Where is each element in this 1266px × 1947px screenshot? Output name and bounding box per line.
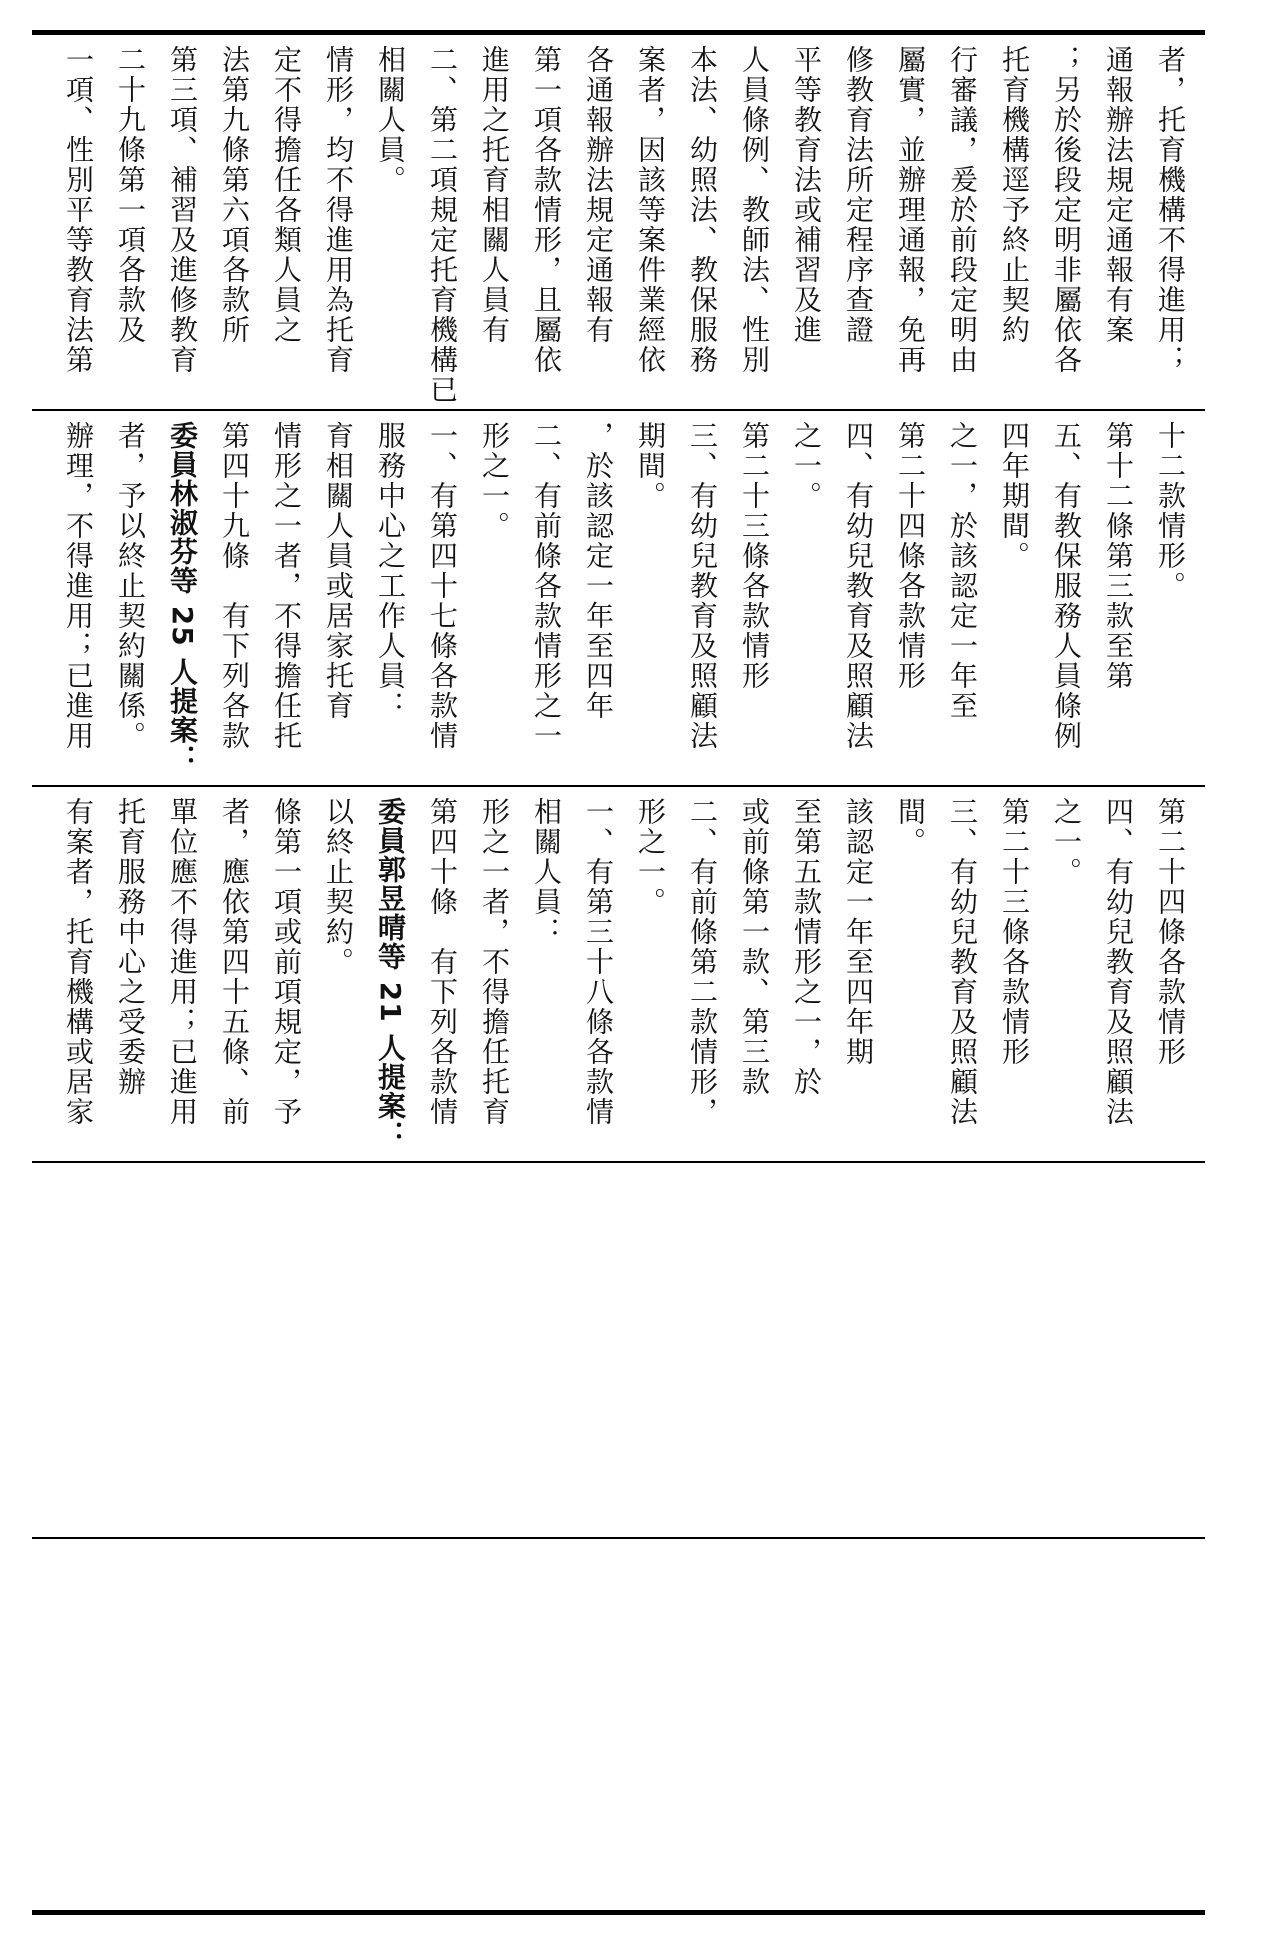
section-2 <box>32 411 1205 786</box>
text-column: 第二十四條各款情形 <box>1154 797 1187 1067</box>
text-column: 間。 <box>894 797 927 857</box>
text-column: 第四十九條 有下列各款 <box>218 421 251 751</box>
text-column: 三、有幼兒教育及照顧法 <box>946 797 979 1127</box>
text-column: 形之一。 <box>634 797 667 917</box>
text-column: 或前條第一款、第三款 <box>738 797 771 1097</box>
text-column: 相關人員： <box>530 797 563 947</box>
text-column: 托育服務中心之受委辦 <box>114 797 147 1097</box>
text-column: 屬實，並辦理通報，免再 <box>894 45 927 375</box>
text-column: 二、有前條第二款情形， <box>686 797 719 1127</box>
text-column: 單位應不得進用；已進用 <box>166 797 199 1127</box>
text-column: 平等教育法或補習及進 <box>790 45 823 345</box>
text-column: 相關人員。 <box>374 45 407 195</box>
text-column: ，於該認定一年至四年 <box>582 421 615 721</box>
text-column: 本法、幼照法、教保服務 <box>686 45 719 375</box>
proposal-heading-column: 委員林淑芬等 25 人提案： <box>166 421 199 774</box>
text-column: 該認定一年至四年期 <box>842 797 875 1067</box>
text-column: 第二十三條各款情形 <box>998 797 1031 1067</box>
text-column: 一項、性別平等教育法第 <box>62 45 95 375</box>
text-column: 育相關人員或居家托育 <box>322 421 355 721</box>
text-column: 者，予以終止契約關係。 <box>114 421 147 751</box>
section-5-empty <box>32 1539 1205 1909</box>
text-column: 之一。 <box>790 421 823 511</box>
text-column: 十二款情形。 <box>1154 421 1187 601</box>
text-column: 者，托育機構不得進用； <box>1154 45 1187 375</box>
text-column: 四、有幼兒教育及照顧法 <box>842 421 875 751</box>
bottom-rule <box>32 1910 1205 1915</box>
section-4-empty <box>32 1163 1205 1537</box>
text-column: 第十二條第三款至第 <box>1102 421 1135 691</box>
text-column: 進用之托育相關人員有 <box>478 45 511 345</box>
text-column: 三、有幼兒教育及照顧法 <box>686 421 719 751</box>
text-column: 第一項各款情形，且屬依 <box>530 45 563 375</box>
text-column: 四年期間。 <box>998 421 1031 571</box>
text-column: 二十九條第一項各款及 <box>114 45 147 345</box>
text-column: 法第九條第六項各款所 <box>218 45 251 345</box>
text-column: 之一。 <box>1050 797 1083 887</box>
text-column: 二、有前條各款情形之一 <box>530 421 563 751</box>
text-column: 各通報辦法規定通報有 <box>582 45 615 345</box>
text-column: 五、有教保服務人員條例 <box>1050 421 1083 751</box>
proposal-heading-column: 委員郭昱晴等 21 人提案： <box>374 797 407 1150</box>
text-column: 第二十三條各款情形 <box>738 421 771 691</box>
text-column: 服務中心之工作人員： <box>374 421 407 721</box>
text-column: 有案者，托育機構或居家 <box>62 797 95 1127</box>
section-3 <box>32 787 1205 1162</box>
text-column: 第二十四條各款情形 <box>894 421 927 691</box>
text-column: 第四十條 有下列各款情 <box>426 797 459 1127</box>
text-column: 以終止契約。 <box>322 797 355 977</box>
text-column: 辦理，不得進用；已進用 <box>62 421 95 751</box>
text-column: 情形，均不得進用為托育 <box>322 45 355 375</box>
text-column: 一、有第四十七條各款情 <box>426 421 459 751</box>
text-column: 四、有幼兒教育及照顧法 <box>1102 797 1135 1127</box>
text-column: 定不得擔任各類人員之 <box>270 45 303 345</box>
text-column: 者，應依第四十五條、前 <box>218 797 251 1127</box>
text-column: 期間。 <box>634 421 667 511</box>
text-column: 行審議，爰於前段定明由 <box>946 45 979 375</box>
text-column: 至第五款情形之一，於 <box>790 797 823 1097</box>
text-column: 托育機構逕予終止契約 <box>998 45 1031 345</box>
text-column: 形之一。 <box>478 421 511 541</box>
text-column: 第三項、補習及進修教育 <box>166 45 199 375</box>
text-column: 人員條例、教師法、性別 <box>738 45 771 375</box>
text-column: ；另於後段定明非屬依各 <box>1050 45 1083 375</box>
text-column: 一、有第三十八條各款情 <box>582 797 615 1127</box>
text-column: 修教育法所定程序查證 <box>842 45 875 345</box>
text-column: 條第一項或前項規定，予 <box>270 797 303 1127</box>
text-column: 之一，於該認定一年至 <box>946 421 979 721</box>
section-1 <box>32 35 1205 410</box>
text-column: 形之一者，不得擔任托育 <box>478 797 511 1127</box>
text-column: 情形之一者，不得擔任托 <box>270 421 303 751</box>
text-column: 案者，因該等案件業經依 <box>634 45 667 375</box>
text-column: 通報辦法規定通報有案 <box>1102 45 1135 345</box>
text-column: 二、第二項規定托育機構已 <box>426 45 459 405</box>
